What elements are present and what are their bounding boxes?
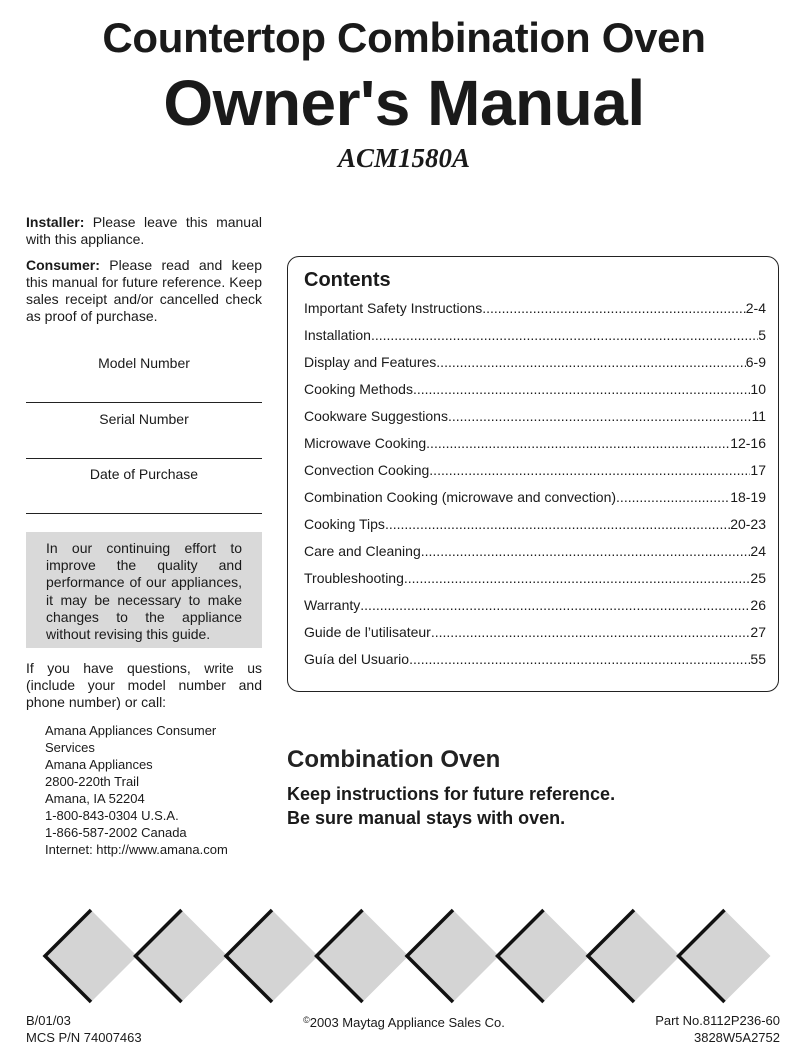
footer-date: B/01/03 bbox=[26, 1013, 71, 1028]
footer-right bbox=[655, 1012, 780, 1046]
toc-entry[interactable] bbox=[304, 570, 766, 597]
toc-entry-page: 2-4 bbox=[745, 300, 766, 316]
diamond-shape bbox=[226, 910, 318, 1002]
toc-leader bbox=[429, 462, 750, 478]
toc-leader bbox=[371, 327, 758, 343]
address-line: Services bbox=[45, 740, 95, 755]
toc-leader bbox=[409, 651, 750, 667]
diamond-shape bbox=[136, 910, 228, 1002]
toc-entry[interactable] bbox=[304, 462, 766, 489]
toc-entry-page: 11 bbox=[751, 408, 766, 424]
toc-entry[interactable] bbox=[304, 489, 766, 516]
toc-entry-page: 10 bbox=[750, 381, 766, 397]
toc-entry-label: Guía del Usuario bbox=[304, 651, 410, 667]
toc-entry-label: Cooking Methods bbox=[304, 381, 413, 397]
toc-entry-page: 5 bbox=[758, 327, 766, 343]
installer-text: Please leave this manual with this appliance. bbox=[26, 214, 262, 247]
toc-leader bbox=[360, 597, 750, 613]
toc-entry-label: Display and Features bbox=[304, 354, 437, 370]
toc-leader bbox=[421, 543, 751, 559]
toc-leader bbox=[482, 300, 746, 316]
toc-entry-page: 26 bbox=[750, 597, 766, 613]
diamond-shape bbox=[407, 910, 499, 1002]
consumer-label: Consumer: bbox=[26, 257, 100, 273]
address-line: Amana, IA 52204 bbox=[45, 791, 145, 806]
toc-entry[interactable] bbox=[304, 651, 766, 678]
contact-address bbox=[45, 722, 275, 858]
toc-entry[interactable] bbox=[304, 300, 766, 327]
model-number-heading: ACM1580A bbox=[337, 143, 471, 173]
cover-title-line2: Owner's Manual bbox=[163, 67, 645, 139]
toc-entry-page: 24 bbox=[750, 543, 766, 559]
consumer-text: Please read and keep this manual for future reference. Keep sales receipt and/or cancelled check as proof of purchase. bbox=[26, 257, 262, 324]
contents-title: Contents bbox=[304, 269, 391, 291]
manual-stays-text: Be sure manual stays with oven. bbox=[287, 808, 566, 828]
date-of-purchase-label: Date of Purchase bbox=[89, 466, 199, 482]
toc-entry-page: 55 bbox=[750, 651, 766, 667]
toc-leader bbox=[616, 489, 730, 505]
toc-entry[interactable] bbox=[304, 597, 766, 624]
toc-entry[interactable] bbox=[304, 435, 766, 462]
toc-leader bbox=[448, 408, 751, 424]
toc-entry-page: 27 bbox=[750, 624, 766, 640]
left-intro bbox=[26, 214, 262, 325]
copyright-symbol: © bbox=[303, 1015, 310, 1025]
toc-entry[interactable] bbox=[304, 543, 766, 570]
combination-oven-heading: Combination Oven bbox=[287, 746, 501, 773]
toc-entry-label: Convection Cooking bbox=[304, 462, 430, 478]
footer-doc-number: 3828W5A2752 bbox=[693, 1030, 780, 1045]
copyright-text: 2003 Maytag Appliance Sales Co. bbox=[309, 1015, 505, 1030]
toc-entry-label: Cookware Suggestions bbox=[304, 408, 448, 424]
toc-entry-label: Microwave Cooking bbox=[304, 435, 427, 451]
toc-list bbox=[304, 300, 766, 678]
diamond-shape bbox=[588, 910, 680, 1002]
toc-entry[interactable] bbox=[304, 327, 766, 354]
toc-leader bbox=[436, 354, 745, 370]
installer-note bbox=[26, 214, 262, 248]
toc-entry-page: 17 bbox=[750, 462, 766, 478]
toc-entry-label: Important Safety Instructions bbox=[304, 300, 483, 316]
toc-leader bbox=[404, 570, 751, 586]
toc-leader bbox=[413, 381, 750, 397]
toc-leader bbox=[431, 624, 751, 640]
address-line: Amana Appliances bbox=[45, 757, 153, 772]
model-number-label: Model Number bbox=[98, 355, 190, 371]
toc-entry-label: Troubleshooting bbox=[304, 570, 404, 586]
toc-entry-label: Combination Cooking (microwave and convection) bbox=[304, 489, 617, 505]
toc-entry[interactable] bbox=[304, 624, 766, 651]
installer-label: Installer: bbox=[26, 214, 85, 230]
toc-entry-page: 6-9 bbox=[745, 354, 766, 370]
toc-leader bbox=[426, 435, 730, 451]
diamond-shape bbox=[45, 910, 137, 1002]
toc-entry[interactable] bbox=[304, 354, 766, 381]
diamond-shape bbox=[679, 910, 771, 1002]
serial-number-label: Serial Number bbox=[99, 411, 189, 427]
toc-entry-label: Care and Cleaning bbox=[304, 543, 421, 559]
cover-title-line1: Countertop Combination Oven bbox=[102, 14, 706, 61]
keep-instructions-text: Keep instructions for future reference. bbox=[287, 784, 616, 804]
toc-entry-label: Warranty bbox=[304, 597, 361, 613]
toc-entry-label: Guide de l’utilisateur bbox=[304, 624, 431, 640]
toc-entry[interactable] bbox=[304, 516, 766, 543]
toc-entry-page: 25 bbox=[750, 570, 766, 586]
address-line: 1-800-843-0304 U.S.A. bbox=[45, 808, 179, 823]
consumer-note bbox=[26, 257, 262, 325]
address-line: Amana Appliances Consumer bbox=[45, 723, 217, 738]
footer-mcs-part: MCS P/N 74007463 bbox=[26, 1030, 142, 1045]
diamond-shape bbox=[317, 910, 409, 1002]
diamond-shape bbox=[498, 910, 590, 1002]
toc-entry[interactable] bbox=[304, 381, 766, 408]
toc-entry-page: 18-19 bbox=[730, 489, 766, 505]
address-line: 1-866-587-2002 Canada bbox=[45, 825, 187, 840]
toc-entry-page: 20-23 bbox=[730, 516, 766, 532]
contents-box bbox=[287, 256, 779, 692]
improvement-notice: In our continuing effort to improve the quality and performance of our appliances, it may be necessary to make changes to the appliance without revising this guide. bbox=[26, 532, 262, 648]
serial-number-line bbox=[26, 458, 262, 459]
questions-text: If you have questions, write us (include your model number and phone number) or call: bbox=[26, 660, 262, 710]
footer-part-number: Part No.8112P236-60 bbox=[655, 1013, 780, 1028]
address-line: 2800-220th Trail bbox=[45, 774, 139, 789]
toc-entry-label: Installation bbox=[304, 327, 371, 343]
toc-entry[interactable] bbox=[304, 408, 766, 435]
toc-entry-label: Cooking Tips bbox=[304, 516, 385, 532]
date-of-purchase-line bbox=[26, 513, 262, 514]
diamond-border-decoration bbox=[0, 904, 808, 1008]
model-number-line bbox=[26, 402, 262, 403]
toc-entry-page: 12-16 bbox=[730, 435, 766, 451]
toc-leader bbox=[385, 516, 730, 532]
address-line: Internet: http://www.amana.com bbox=[45, 842, 228, 857]
